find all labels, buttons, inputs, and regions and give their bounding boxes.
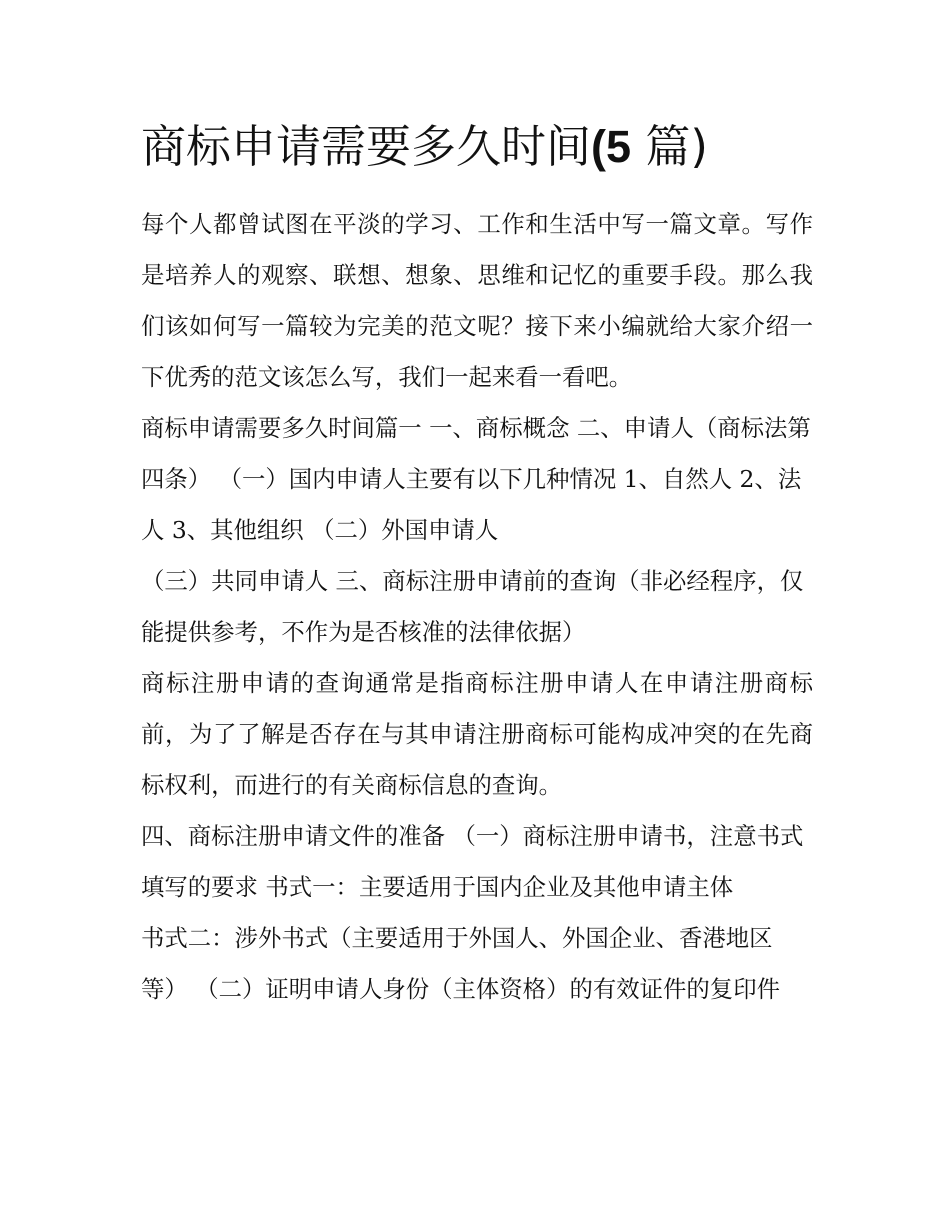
paragraph-trademark-search: 商标注册申请的查询通常是指商标注册申请人在申请注册商标前，为了了解是否存在与其申请注册商标可能构成冲突的在先商标权利，而进行的有关商标信息的查询。 <box>141 669 813 799</box>
paragraph-application-documents: 四、商标注册申请文件的准备 （一）商标注册申请书，注意书式填写的要求 书式一：主要适用于国内企业及其他申请主体 <box>141 822 804 901</box>
paragraph-co-applicants: （三）共同申请人 三、商标注册申请前的查询（非必经程序，仅能提供参考，不作为是否核准的法律依据） <box>141 567 804 646</box>
paragraph-applicants: 商标申请需要多久时间篇一 一、商标概念 二、申请人（商标法第四条） （一）国内申请人主要有以下几种情况 1、自然人 2、法人 3、其他组织 （二）外国申请人 <box>141 414 811 544</box>
document-body <box>141 199 813 1015</box>
title-main: 商标申请需要多久时间 <box>141 120 592 173</box>
page-title <box>141 112 821 182</box>
title-suffix: 篇) <box>645 120 708 173</box>
paragraph-intro: 每个人都曾试图在平淡的学习、工作和生活中写一篇文章。写作是培养人的观察、联想、想象、思维和记忆的重要手段。那么我们该如何写一篇较为完美的范文呢？接下来小编就给大家介绍一下优秀的范文该怎么写，我们一起来看一看吧。 <box>141 210 813 391</box>
paragraph-foreign-forms: 书式二：涉外书式（主要适用于外国人、外国企业、香港地区等） （二）证明申请人身份（主体资格）的有效证件的复印件 <box>141 924 780 1003</box>
title-count: (5 <box>591 121 632 172</box>
